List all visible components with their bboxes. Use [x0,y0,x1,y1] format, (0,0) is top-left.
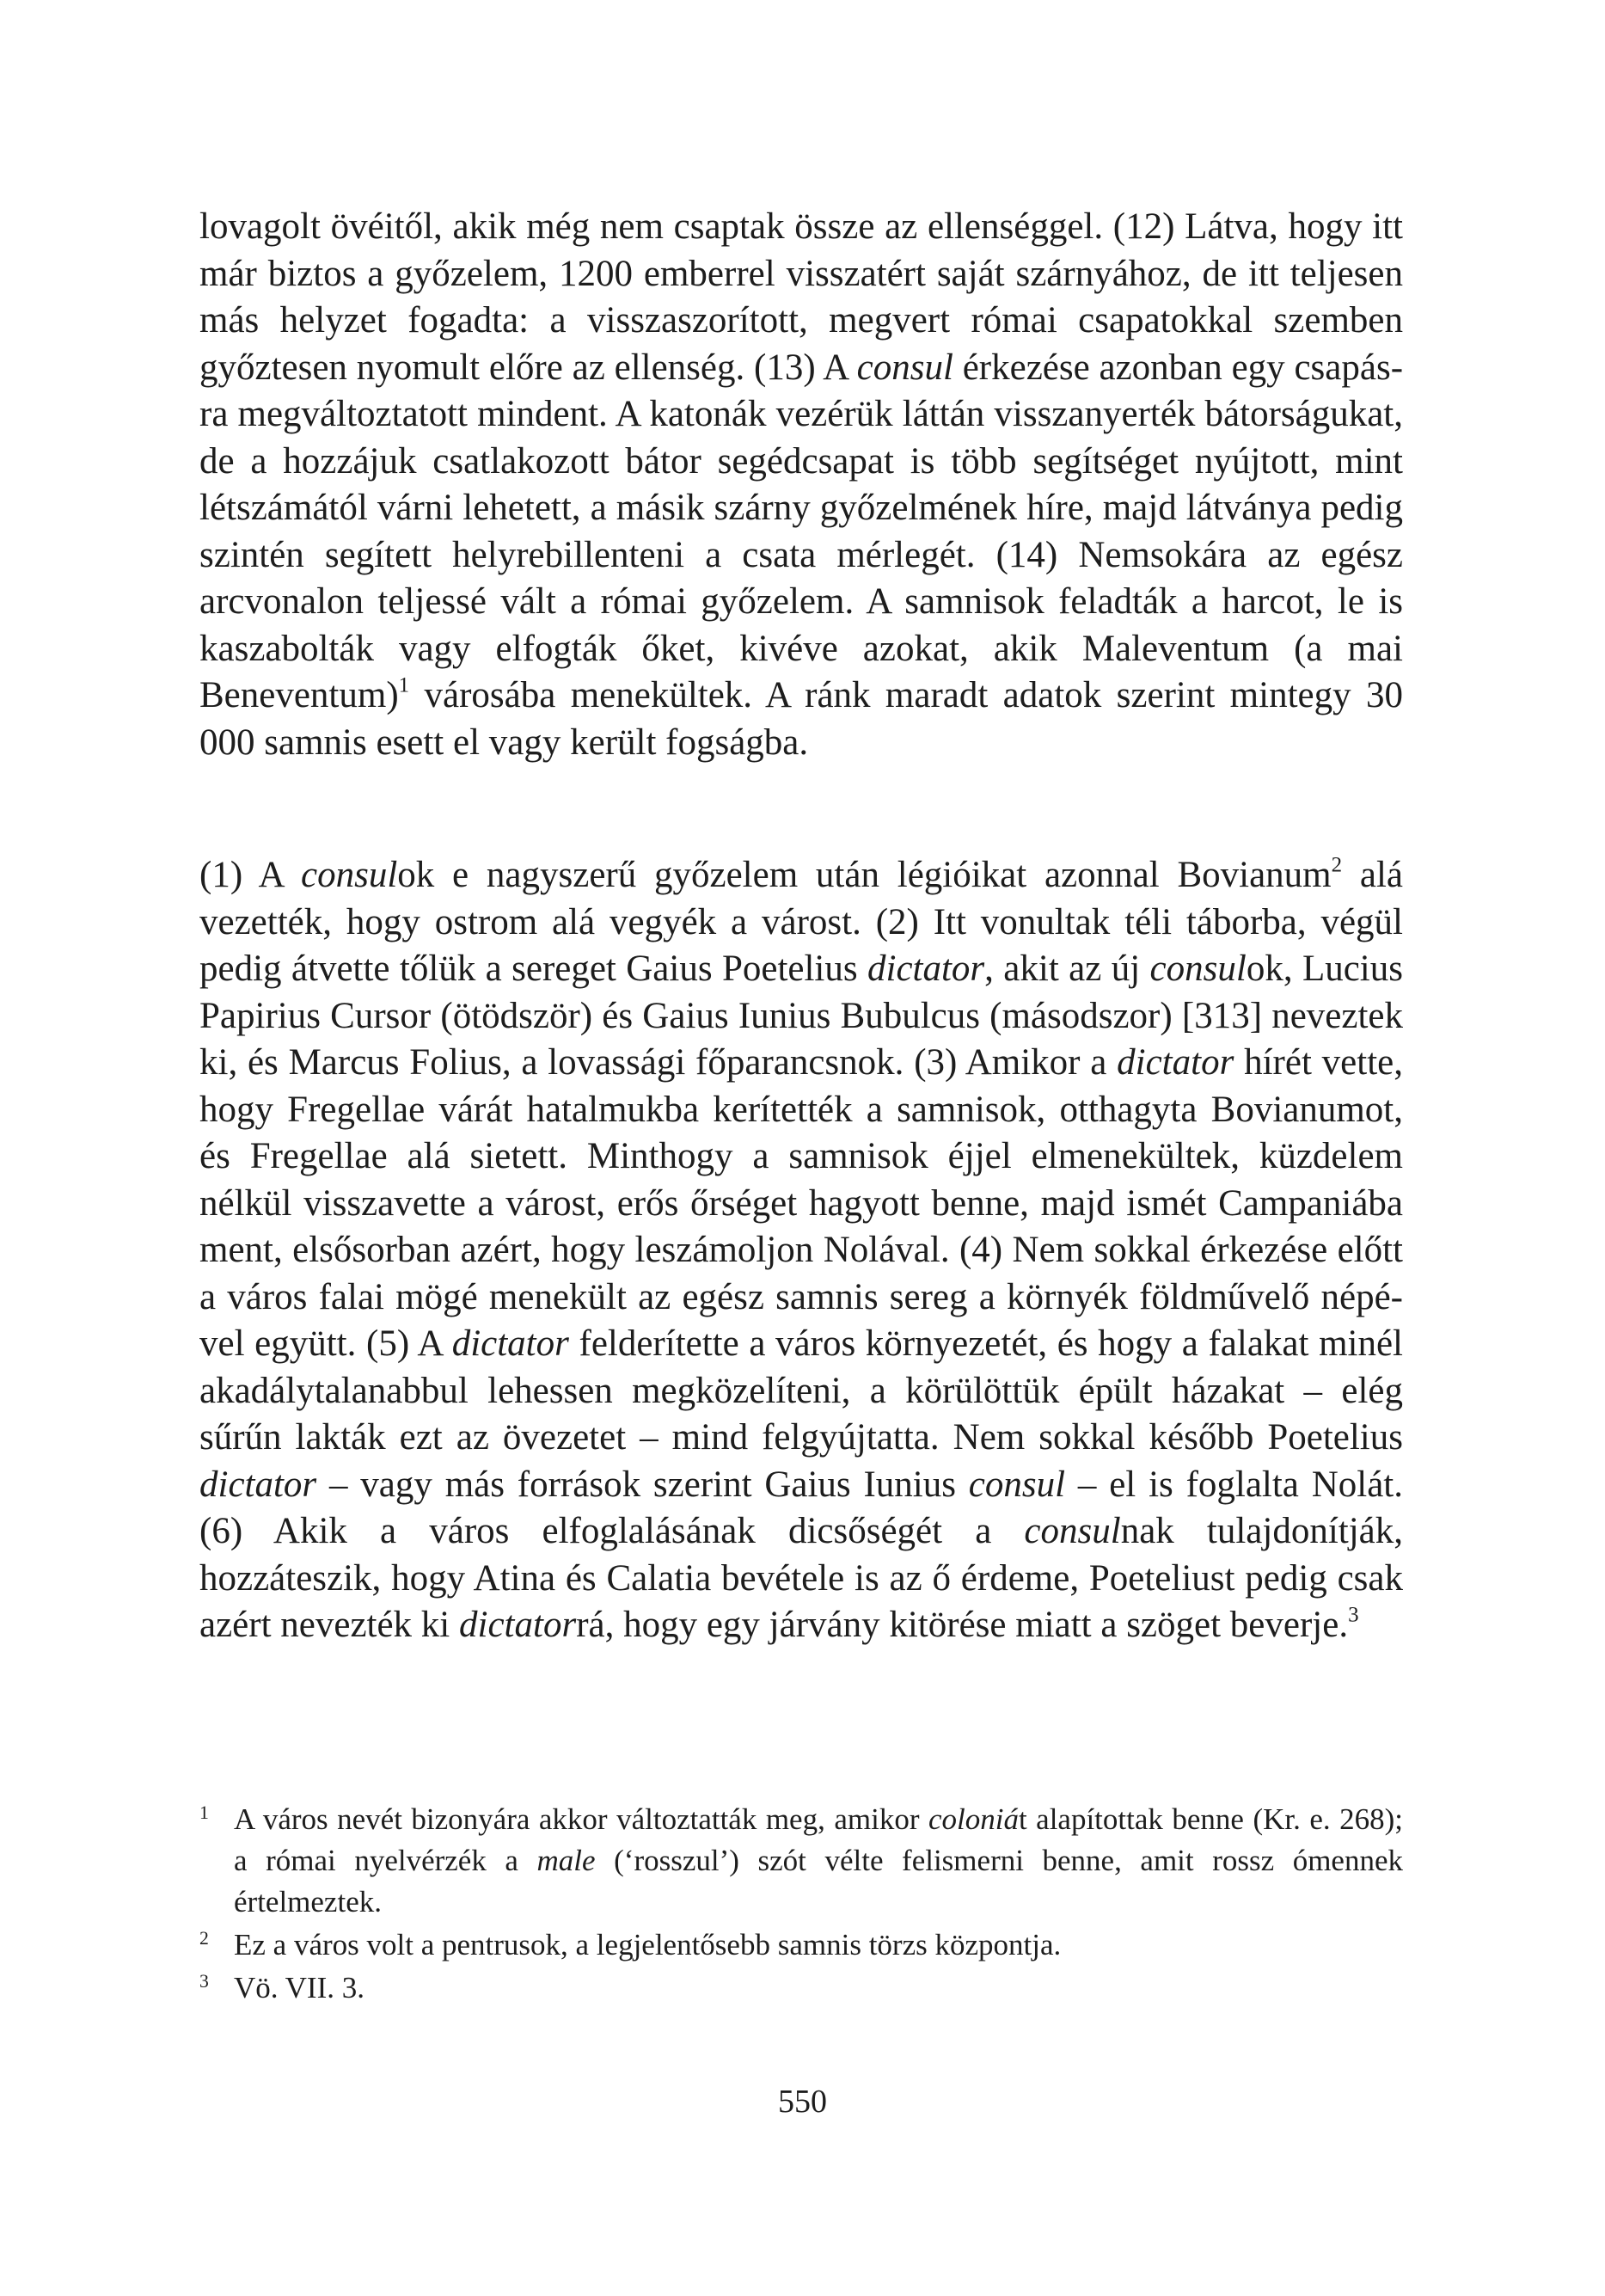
text-run: A város nevét bizonyára akkor változtatták meg, amikor [234,1802,928,1836]
italic-term: dictator [459,1605,577,1645]
text-run: (‘rosszul’) szót vélte felismerni benne, amit rossz ómennek értelmeztek. [234,1844,1403,1918]
italic-term: coloniá [928,1802,1019,1836]
text-run: ok, Lucius Papirius Cursor (ötödször) és Gaius Iunius Bubulcus (másodszor) [313] neveztek ki, és Marcus Folius, a lovassági főparancsnok. (3) Amikor a [199,948,1403,1083]
text-run: alá vezették, hogy ostrom alá vegyék a várost. (2) Itt vonultak téli táborba, végül pedig átvette tőlük a sereget Gaius Poetelius [199,855,1403,989]
text-run: ok e nagyszerű győzelem után légióikat azonnal Bovianum [397,855,1332,895]
footnote-ref-2[interactable]: 2 [1331,853,1343,877]
footnote-3 [199,1968,1403,2009]
italic-term: consul [856,347,953,388]
text-run: városába menekültek. A ránk maradt adatok szerint mintegy 30 000 samnis esett el vagy került fogságba. [199,675,1403,763]
italic-term: dictator [451,1323,569,1364]
text-run: , akit az új [984,948,1150,989]
page-number: 550 [778,2084,827,2120]
text-run: Vö. VII. 3. [234,1971,364,2004]
text-run: lovagolt övéitől, akik még nem csaptak össze az ellenséggel. (12) Látva, hogy itt már biztos a győzelem, 1200 emberrel visszatért saját szárnyához, de itt teljesen más helyzet fogadta: a visszaszorított, megvert római csapatokkal szemben győztesen nyomult előre az ellenség. (13) A [199,206,1403,388]
footnote-ref-1[interactable]: 1 [398,673,410,697]
footnote-2 [199,1925,1403,1966]
body-paragraph-2 [199,852,1403,1649]
text-run: érkezése azonban egy csapásra megváltoztatott mindent. A katonák vezérük láttán visszanyerték bátorságukat, de a hozzájuk csatlakozott bátor segédcsapat is több segítséget nyújtott, mint létszámától várni lehetett, a másik szárny győzelmének híre, majd látványa pedig szintén segített helyrebillenteni a csata mérlegét. (14) Nemsokára az egész arcvonalon teljessé vált a római győzelem. A samnisok feladták a harcot, le is kaszabolták vagy elfogták őket, kivéve azokat, akik Maleventum (a mai Beneventum) [199,347,1404,715]
text-run: hírét vette, hogy Fregellae várát hatalmukba kerítették a samnisok, otthagyta Bovianumot, és Fregellae alá sietett. Minthogy a samnisok éjjel elmenekültek, küzdelem nélkül visszavette a várost, erős őrséget hagyott benne, majd ismét Campaniába ment, elsősorban azért, hogy leszámoljon Nolával. (4) Nem sokkal érkezése előtt a város falai mögé menekült az egész samnis sereg a környék földművelő népével együtt. (5) A [199,1042,1403,1364]
footnote-mark: 3 [199,1971,209,1992]
footnote-1 [199,1799,1403,1923]
text-run: t alapítottak benne (Kr. e. 268); a római nyelvérzék a [234,1802,1403,1877]
footnotes [199,1799,1403,2011]
footnote-mark: 1 [199,1802,209,1823]
text-run: – vagy más források szerint Gaius Iunius [316,1464,969,1505]
italic-term: dictator [1117,1042,1234,1083]
italic-term: consul [1149,948,1247,989]
footnote-ref-3[interactable]: 3 [1348,1603,1359,1627]
italic-term: dictator [199,1464,317,1505]
footnote-mark: 2 [199,1928,209,1949]
text-run: rá, hogy egy járvány kitörése miatt a szöget beverje. [576,1605,1349,1645]
text-run: – el is foglalta Nolát. (6) Akik a város elfoglalásának dicsőségét a [199,1464,1403,1551]
text-run: felderítette a város környezetét, és hogy a falakat minél akadálytalanabbul lehessen megközelíteni, a körülöttük épült házakat – elég sűrűn lakták ezt az övezetet – mind felgyújtatta. Nem sokkal később Poetelius [199,1323,1403,1458]
italic-term: consul [1024,1511,1121,1551]
text-run: nak tulajdonítják, hozzáteszik, hogy Atina és Calatia bevétele is az ő érdeme, Poeteliust pedig csak azért nevezték ki [199,1511,1404,1645]
text-run: Ez a város volt a pentrusok, a legjelentősebb samnis törzs központja. [234,1928,1062,1961]
italic-term: consul [301,855,398,895]
italic-term: male [536,1844,596,1877]
italic-term: consul [968,1464,1066,1505]
body-paragraph-1 [199,204,1403,766]
italic-term: dictator [867,948,985,989]
text-run: (1) A [199,855,301,895]
